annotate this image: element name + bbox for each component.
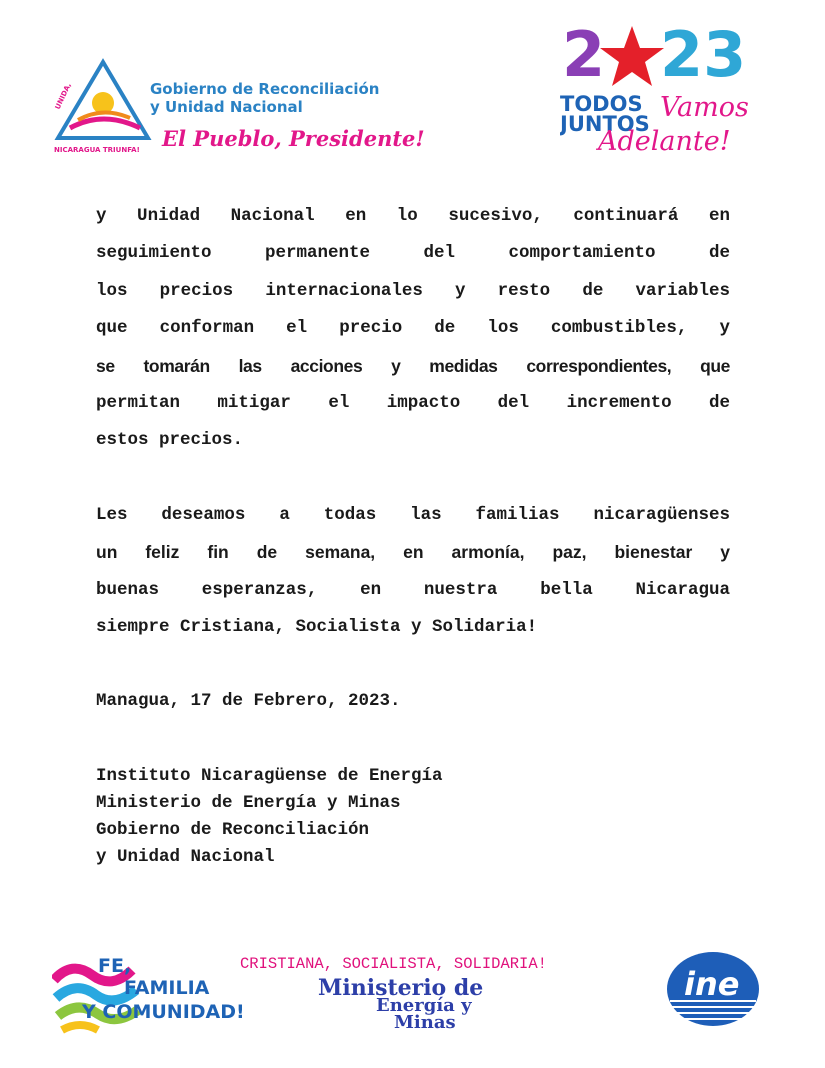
para2-line: un feliz fin de semana, en armonía, paz, bienestar y [96, 542, 730, 563]
para1-line: y Unidad Nacional en lo sucesivo, continuará en [96, 206, 730, 226]
paragraph-1 [96, 198, 730, 460]
signature-line: Ministerio de Energía y Minas [96, 793, 401, 813]
fe-line1: FE, [98, 955, 132, 977]
gov-line1: Gobierno de Reconciliación [150, 80, 380, 98]
vamos-text: Vamos [660, 92, 749, 123]
para1-line: que conforman el precio de los combustibles, y [96, 318, 730, 339]
para1-line: estos precios. [96, 430, 244, 451]
letter-date: Managua, 17 de Febrero, 2023. [96, 691, 401, 712]
mem-line3: Minas [394, 1012, 456, 1033]
para2-line: Les deseamos a todas las familias nicaragüenses [96, 504, 730, 525]
mem-logo [318, 975, 484, 1033]
ine-text: ine [684, 965, 740, 1003]
paragraph-2 [96, 497, 730, 647]
mem-line2: Energía y [376, 995, 472, 1016]
fe-line2: FAMILIA [124, 977, 210, 999]
para2-line: siempre Cristiana, Socialista y Solidaria! [96, 617, 538, 638]
para2-line: buenas esperanzas, en nuestra bella Nicaragua [96, 579, 730, 600]
gov-title [150, 80, 425, 151]
para1-line: se tomarán las acciones y medidas correspondientes, que [96, 355, 730, 376]
gov-line2: y Unidad Nacional [150, 98, 303, 116]
letter-footer [0, 935, 825, 1068]
todos-text: TODOS [560, 92, 643, 116]
logo-ring-top: UNIDA, [53, 81, 73, 111]
para1-line: permitan mitigar el impacto del incremento de [96, 393, 730, 414]
cristiana-slogan: CRISTIANA, SOCIALISTA, SOLIDARIA! [240, 955, 547, 973]
gov-slogan: El Pueblo, Presidente! [162, 126, 425, 151]
svg-text:23: 23 [660, 18, 747, 91]
signature-block [96, 763, 443, 871]
juntos-text: JUNTOS [560, 112, 650, 136]
fe-familia-text [80, 955, 245, 1023]
para1-line: los precios internacionales y resto de variables [96, 280, 730, 301]
svg-text:2: 2 [562, 18, 606, 91]
logo-ring-bottom: NICARAGUA TRIUNFA! [54, 146, 140, 154]
letter-body [96, 198, 730, 720]
mem-line1: Ministerio de [318, 975, 484, 1001]
signature-line: y Unidad Nacional [96, 847, 275, 867]
letterhead [0, 0, 825, 175]
adelante-text: Adelante! [598, 126, 731, 157]
todos-juntos-2023-logo [560, 18, 780, 163]
ine-logo [664, 949, 762, 1029]
signature-line: Gobierno de Reconciliación [96, 820, 370, 840]
signature-line: Instituto Nicaragüense de Energía [96, 766, 443, 786]
para1-line: seguimiento permanente del comportamiento de [96, 243, 730, 264]
gov-triangle-logo [48, 58, 158, 158]
fe-line3: Y COMUNIDAD! [82, 1001, 245, 1023]
